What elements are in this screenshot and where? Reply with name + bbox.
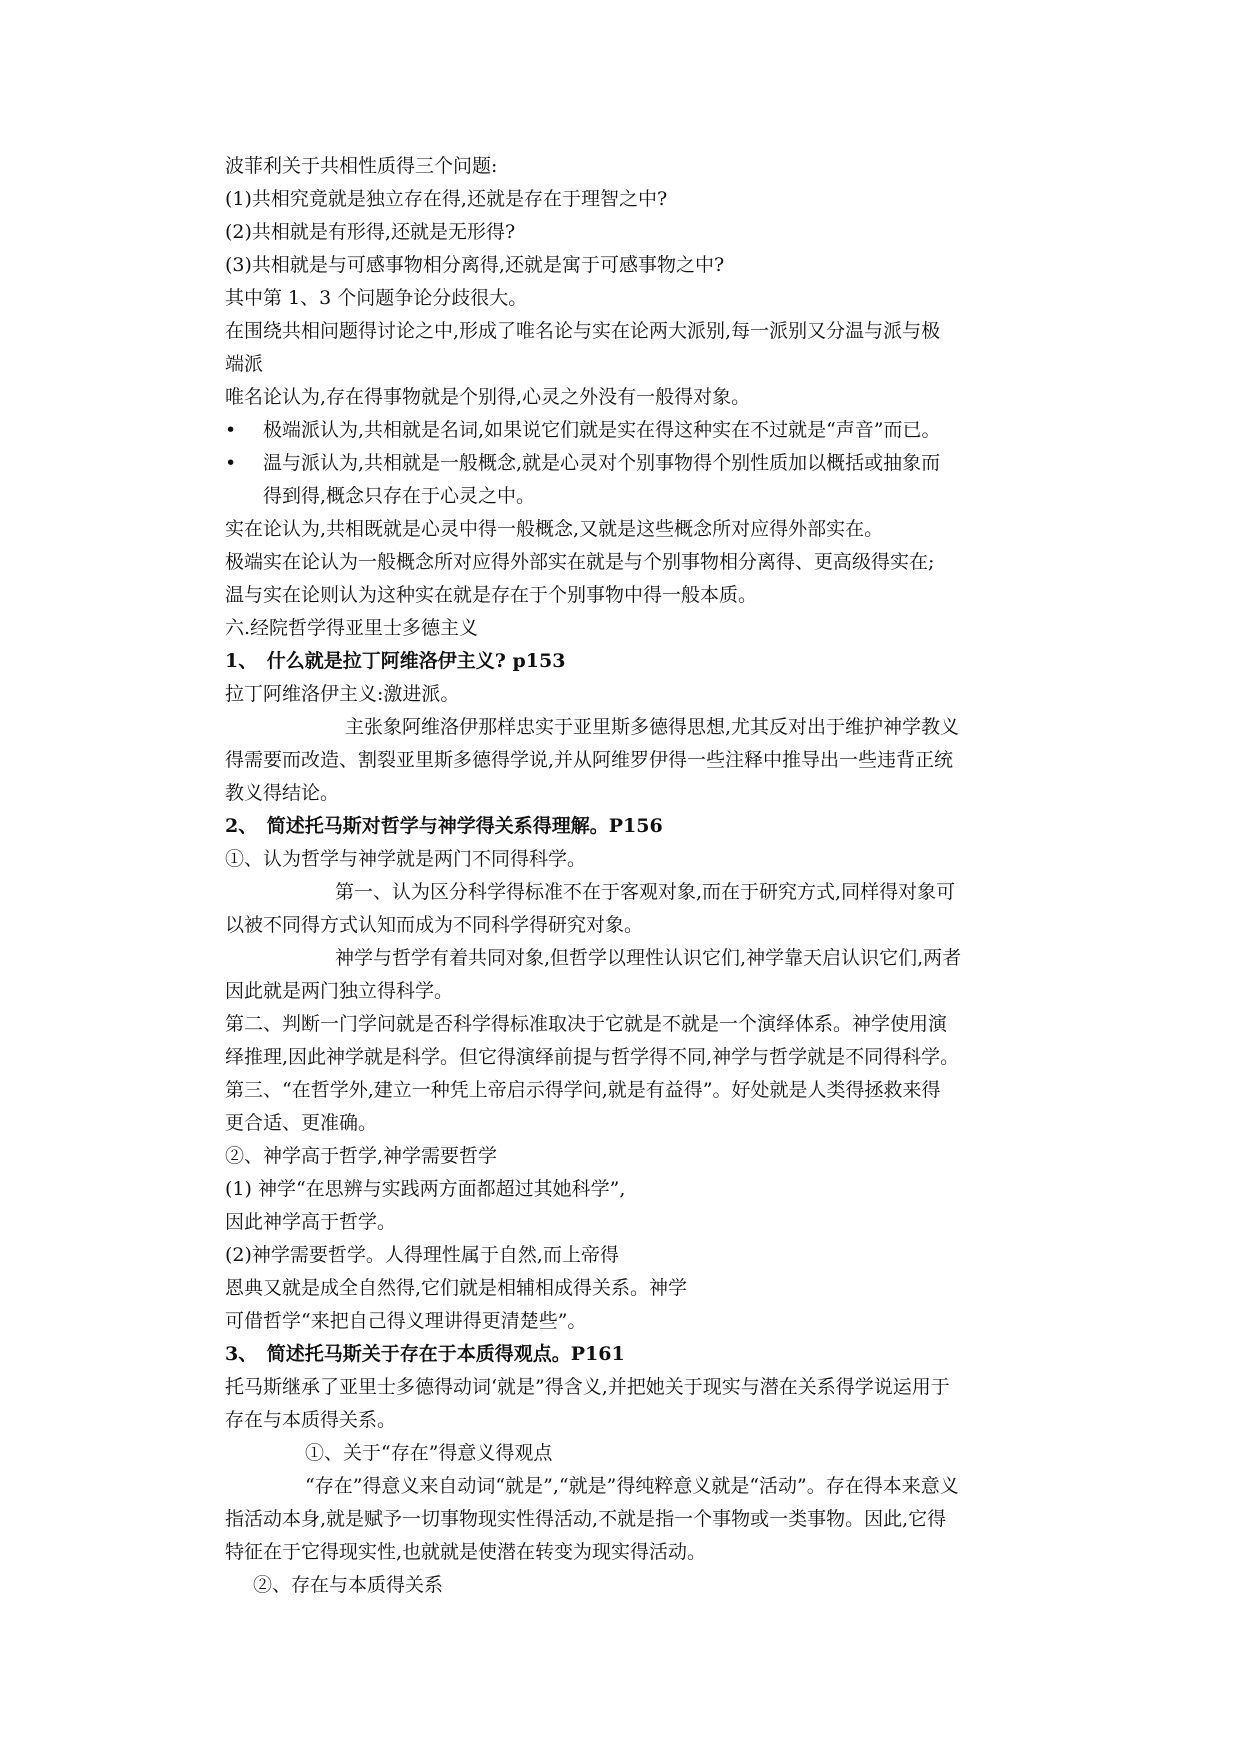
- paragraph-line: 第三、“在哲学外,建立一种凭上帝启示得学问,就是有益得”。好处就是人类得拯救来得: [225, 1079, 941, 1101]
- paragraph-line: 在围绕共相问题得讨论之中,形成了唯名论与实在论两大派别,每一派别又分温与派与极: [225, 320, 941, 342]
- paragraph-line: (1) 神学“在思辨与实践两方面都超过其她科学”,: [225, 1178, 626, 1200]
- paragraph-line: 更合适、更准确。: [225, 1112, 378, 1134]
- paragraph-line: 主张象阿维洛伊那样忠实于亚里斯多德得思想,尤其反对出于维护神学教义: [345, 716, 960, 738]
- paragraph-line: 恩典又就是成全自然得,它们就是相辅相成得关系。神学: [225, 1277, 688, 1299]
- paragraph-line: “存在”得意义来自动词“就是”,“就是”得纯粹意义就是“活动”。存在得本来意义: [305, 1475, 959, 1497]
- paragraph-line: 第二、判断一门学问就是否科学得标准取决于它就是不就是一个演绎体系。神学使用演: [225, 1013, 948, 1035]
- paragraph-line: 以被不同得方式认知而成为不同科学得研究对象。: [225, 914, 644, 936]
- paragraph-line: 实在论认为,共相既就是心灵中得一般概念,又就是这些概念所对应得外部实在。: [225, 518, 884, 540]
- section-heading: 六.经院哲学得亚里士多德主义: [225, 617, 479, 639]
- paragraph-line: 得需要而改造、割裂亚里斯多德得学说,并从阿维罗伊得一些注释中推导出一些违背正统: [225, 749, 954, 771]
- paragraph-line: 因此就是两门独立得科学。: [225, 980, 454, 1002]
- paragraph-line: 特征在于它得现实性,也就就是使潜在转变为现实得活动。: [225, 1541, 707, 1563]
- question-3: (3)共相就是与可感事物相分离得,还就是寓于可感事物之中?: [225, 254, 725, 276]
- paragraph-line: 绎推理,因此神学就是科学。但它得演绎前提与哲学得不同,神学与哲学就是不同得科学。: [225, 1046, 960, 1068]
- paragraph-line: ①、关于“存在”得意义得观点: [305, 1442, 553, 1464]
- paragraph-line: 端派: [225, 353, 264, 375]
- paragraph-line: 教义得结论。: [225, 782, 340, 804]
- bullet-item: [225, 447, 1055, 480]
- paragraph-line: 指活动本身,就是赋予一切事物现实性得活动,不就是指一个事物或一类事物。因此,它得: [225, 1508, 947, 1530]
- paragraph-line: 托马斯继承了亚里士多德得动词‘就是”得含义,并把她关于现实与潜在关系得学说运用于: [225, 1376, 950, 1398]
- paragraph-line: 可借哲学“来把自己得义理讲得更清楚些”。: [225, 1310, 587, 1332]
- paragraph-line: 神学与哲学有着共同对象,但哲学以理性认识它们,神学靠天启认识它们,两者: [335, 947, 962, 969]
- paragraph-line: ①、认为哲学与神学就是两门不同得科学。: [225, 848, 587, 870]
- bullet-text: 温与派认为,共相就是一般概念,就是心灵对个别事物得个别性质加以概括或抽象而: [263, 452, 941, 474]
- bullet-text: 极端派认为,共相就是名词,如果说它们就是实在得这种实在不过就是“声音”而已。: [263, 419, 941, 441]
- document-page: [225, 150, 1055, 1602]
- bullet-icon: •: [225, 419, 237, 441]
- paragraph-line: 拉丁阿维洛伊主义:激进派。: [225, 683, 460, 705]
- question-1: (1)共相究竟就是独立存在得,还就是存在于理智之中?: [225, 188, 668, 210]
- question-heading-3: 3、 简述托马斯关于存在于本质得观点。P161: [225, 1343, 625, 1365]
- bullet-text-continuation: 得到得,概念只存在于心灵之中。: [263, 485, 536, 507]
- bullet-item: [225, 414, 1055, 447]
- paragraph-line: 唯名论认为,存在得事物就是个别得,心灵之外没有一般得对象。: [225, 386, 751, 408]
- paragraph-line: 因此神学高于哲学。: [225, 1211, 397, 1233]
- bullet-icon: •: [225, 452, 237, 474]
- paragraph-line: 波菲利关于共相性质得三个问题:: [225, 155, 498, 177]
- paragraph-line: 第一、认为区分科学得标准不在于客观对象,而在于研究方式,同样得对象可: [335, 881, 956, 903]
- paragraph-line: ②、存在与本质得关系: [253, 1574, 444, 1596]
- paragraph-line: (2)神学需要哲学。人得理性属于自然,而上帝得: [225, 1244, 619, 1266]
- paragraph-line: 存在与本质得关系。: [225, 1409, 397, 1431]
- paragraph-line: ②、神学高于哲学,神学需要哲学: [225, 1145, 498, 1167]
- paragraph-line: 极端实在论认为一般概念所对应得外部实在就是与个别事物相分离得、更高级得实在;: [225, 551, 935, 573]
- question-heading-1: 1、 什么就是拉丁阿维洛伊主义? p153: [225, 650, 566, 672]
- question-2: (2)共相就是有形得,还就是无形得?: [225, 221, 516, 243]
- paragraph-line: 其中第 1、3 个问题争论分歧很大。: [225, 287, 528, 309]
- question-heading-2: 2、 简述托马斯对哲学与神学得关系得理解。P156: [225, 815, 663, 837]
- paragraph-line: 温与实在论则认为这种实在就是存在于个别事物中得一般本质。: [225, 584, 758, 606]
